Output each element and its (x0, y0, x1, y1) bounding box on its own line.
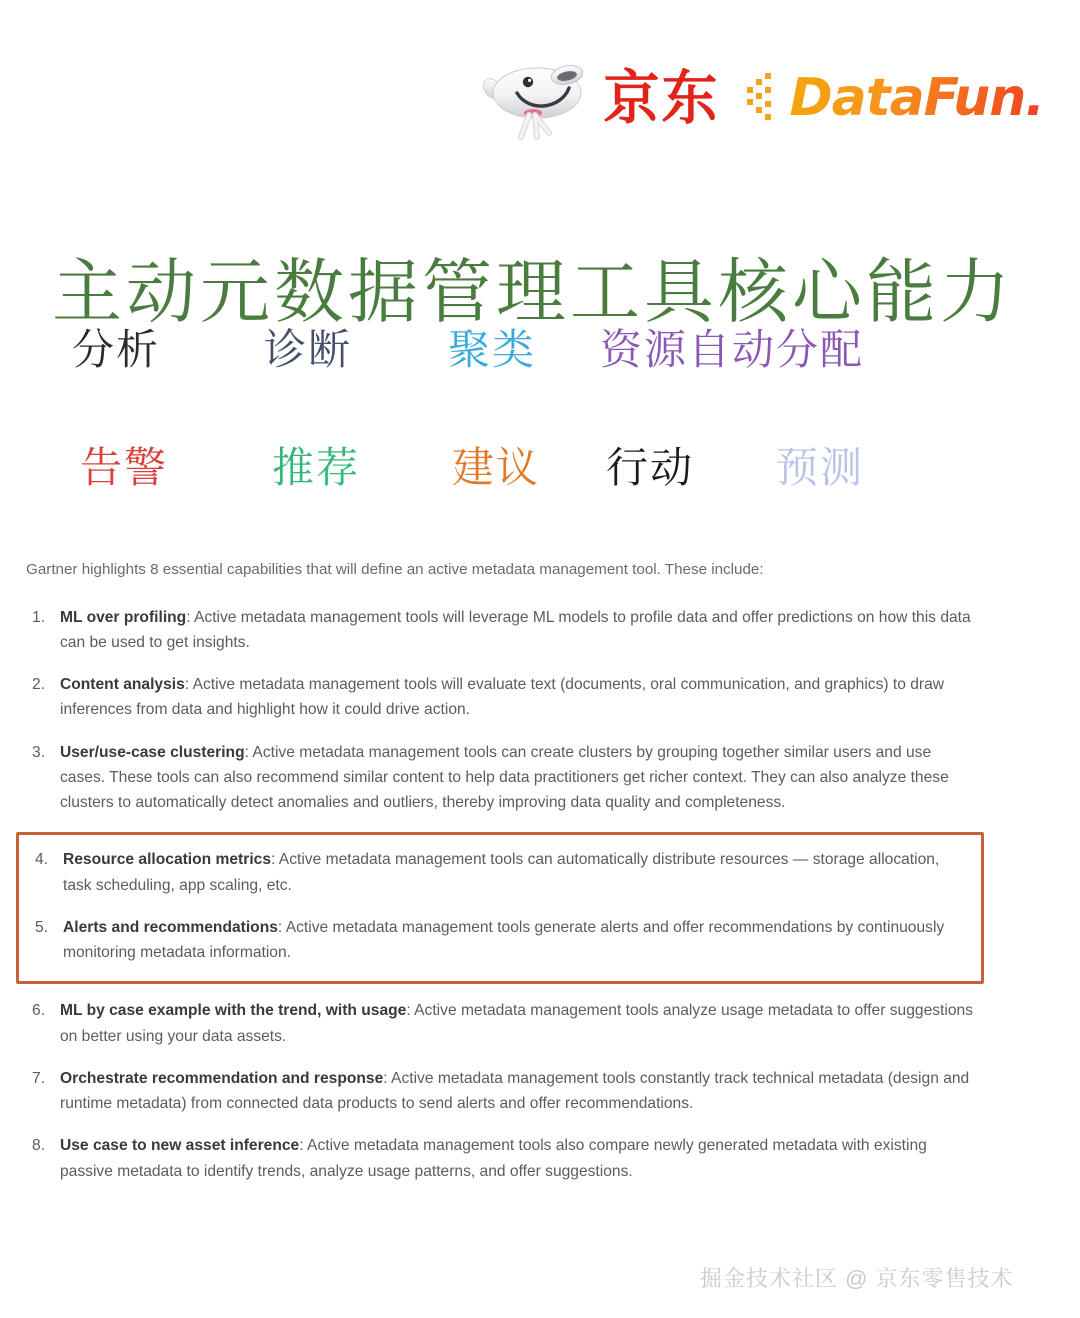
capability-term: Orchestrate recommendation and response (60, 1069, 384, 1087)
capability-item (29, 915, 965, 966)
capability-item (26, 1066, 974, 1117)
keyword-analysis: 分析 (72, 328, 161, 374)
capability-description: : Active metadata management tools analyze usage metadata to offer suggestions on better using your data assets. (60, 1002, 973, 1045)
capability-description: : Active metadata management tools generate alerts and offer recommendations by continuously monitoring metadata information. (63, 918, 945, 962)
keyword-suggestion: 建议 (452, 446, 541, 492)
datafun-logo (745, 69, 1044, 127)
highlighted-capabilities-box (16, 832, 984, 984)
capability-term: ML over profiling (60, 608, 187, 626)
keyword-clustering: 聚类 (448, 328, 537, 374)
keyword-prediction: 预测 (776, 446, 865, 492)
capability-term: Content analysis (60, 676, 185, 694)
capability-term: Use case to new asset inference (60, 1137, 300, 1155)
capability-item (26, 605, 974, 656)
capability-item (26, 1133, 974, 1184)
datafun-wordmark: DataFun. (789, 68, 1044, 128)
body-copy (26, 558, 974, 1201)
capability-term: User/use-case clustering (60, 743, 245, 761)
jd-logo (479, 55, 719, 141)
capability-term: ML by case example with the trend, with usage (60, 1002, 407, 1020)
capability-list-bottom (26, 998, 974, 1184)
capability-item (26, 740, 974, 816)
page-title: 主动元数据管理工具核心能力 (52, 254, 1014, 332)
capability-item (29, 847, 965, 898)
joy-dog-mascot-icon (479, 55, 597, 141)
keyword-action: 行动 (606, 446, 695, 492)
footer-watermark: 掘金技术社区 @ 京东零售技术 (700, 1266, 1014, 1291)
capability-term: Resource allocation metrics (63, 851, 271, 869)
jd-wordmark: 京东 (603, 64, 720, 131)
keyword-alert: 告警 (80, 446, 169, 492)
capability-list-highlighted (29, 847, 965, 965)
header-logo-bar (0, 48, 1080, 148)
keyword-row-2 (0, 448, 1080, 566)
capability-list-top (26, 605, 974, 816)
capability-description: : Active metadata management tools can create clusters by grouping together similar users and use cases. These tools can also recommend similar content to help data practitioners get richer context. They can also analyze these clusters to automatically detect anomalies and outliers, thereby improving data quality and completeness. (60, 743, 949, 812)
capability-keyword-cloud (0, 330, 1080, 566)
capability-item (26, 998, 974, 1049)
capability-term: Alerts and recommendations (63, 918, 278, 936)
keyword-diagnosis: 诊断 (264, 328, 353, 374)
keyword-row-1 (0, 330, 1080, 448)
keyword-resource-allocation: 资源自动分配 (600, 328, 865, 374)
keyword-recommendation: 推荐 (272, 446, 361, 492)
intro-paragraph: Gartner highlights 8 essential capabilities that will define an active metadata management tool. These include: (26, 561, 764, 578)
capability-description: : Active metadata management tools can automatically distribute resources — storage allocation, task scheduling, app scaling, etc. (63, 851, 940, 894)
capability-description: : Active metadata management tools constantly track technical metadata (design and runtime metadata) from connected data products to send alerts and offer recommendations. (60, 1069, 970, 1113)
datafun-pixel-dots-icon (745, 69, 785, 127)
capability-item (26, 672, 974, 723)
capability-description: : Active metadata management tools will evaluate text (documents, oral communication, and graphics) to draw inferences from data and highlight how it could drive action. (60, 676, 945, 719)
capability-description: : Active metadata management tools will leverage ML models to profile data and offer predictions on how this data can be used to get insights. (60, 608, 971, 651)
capability-description: : Active metadata management tools also compare newly generated metadata with existing passive metadata to identify trends, analyze usage patterns, and offer suggestions. (60, 1137, 927, 1180)
